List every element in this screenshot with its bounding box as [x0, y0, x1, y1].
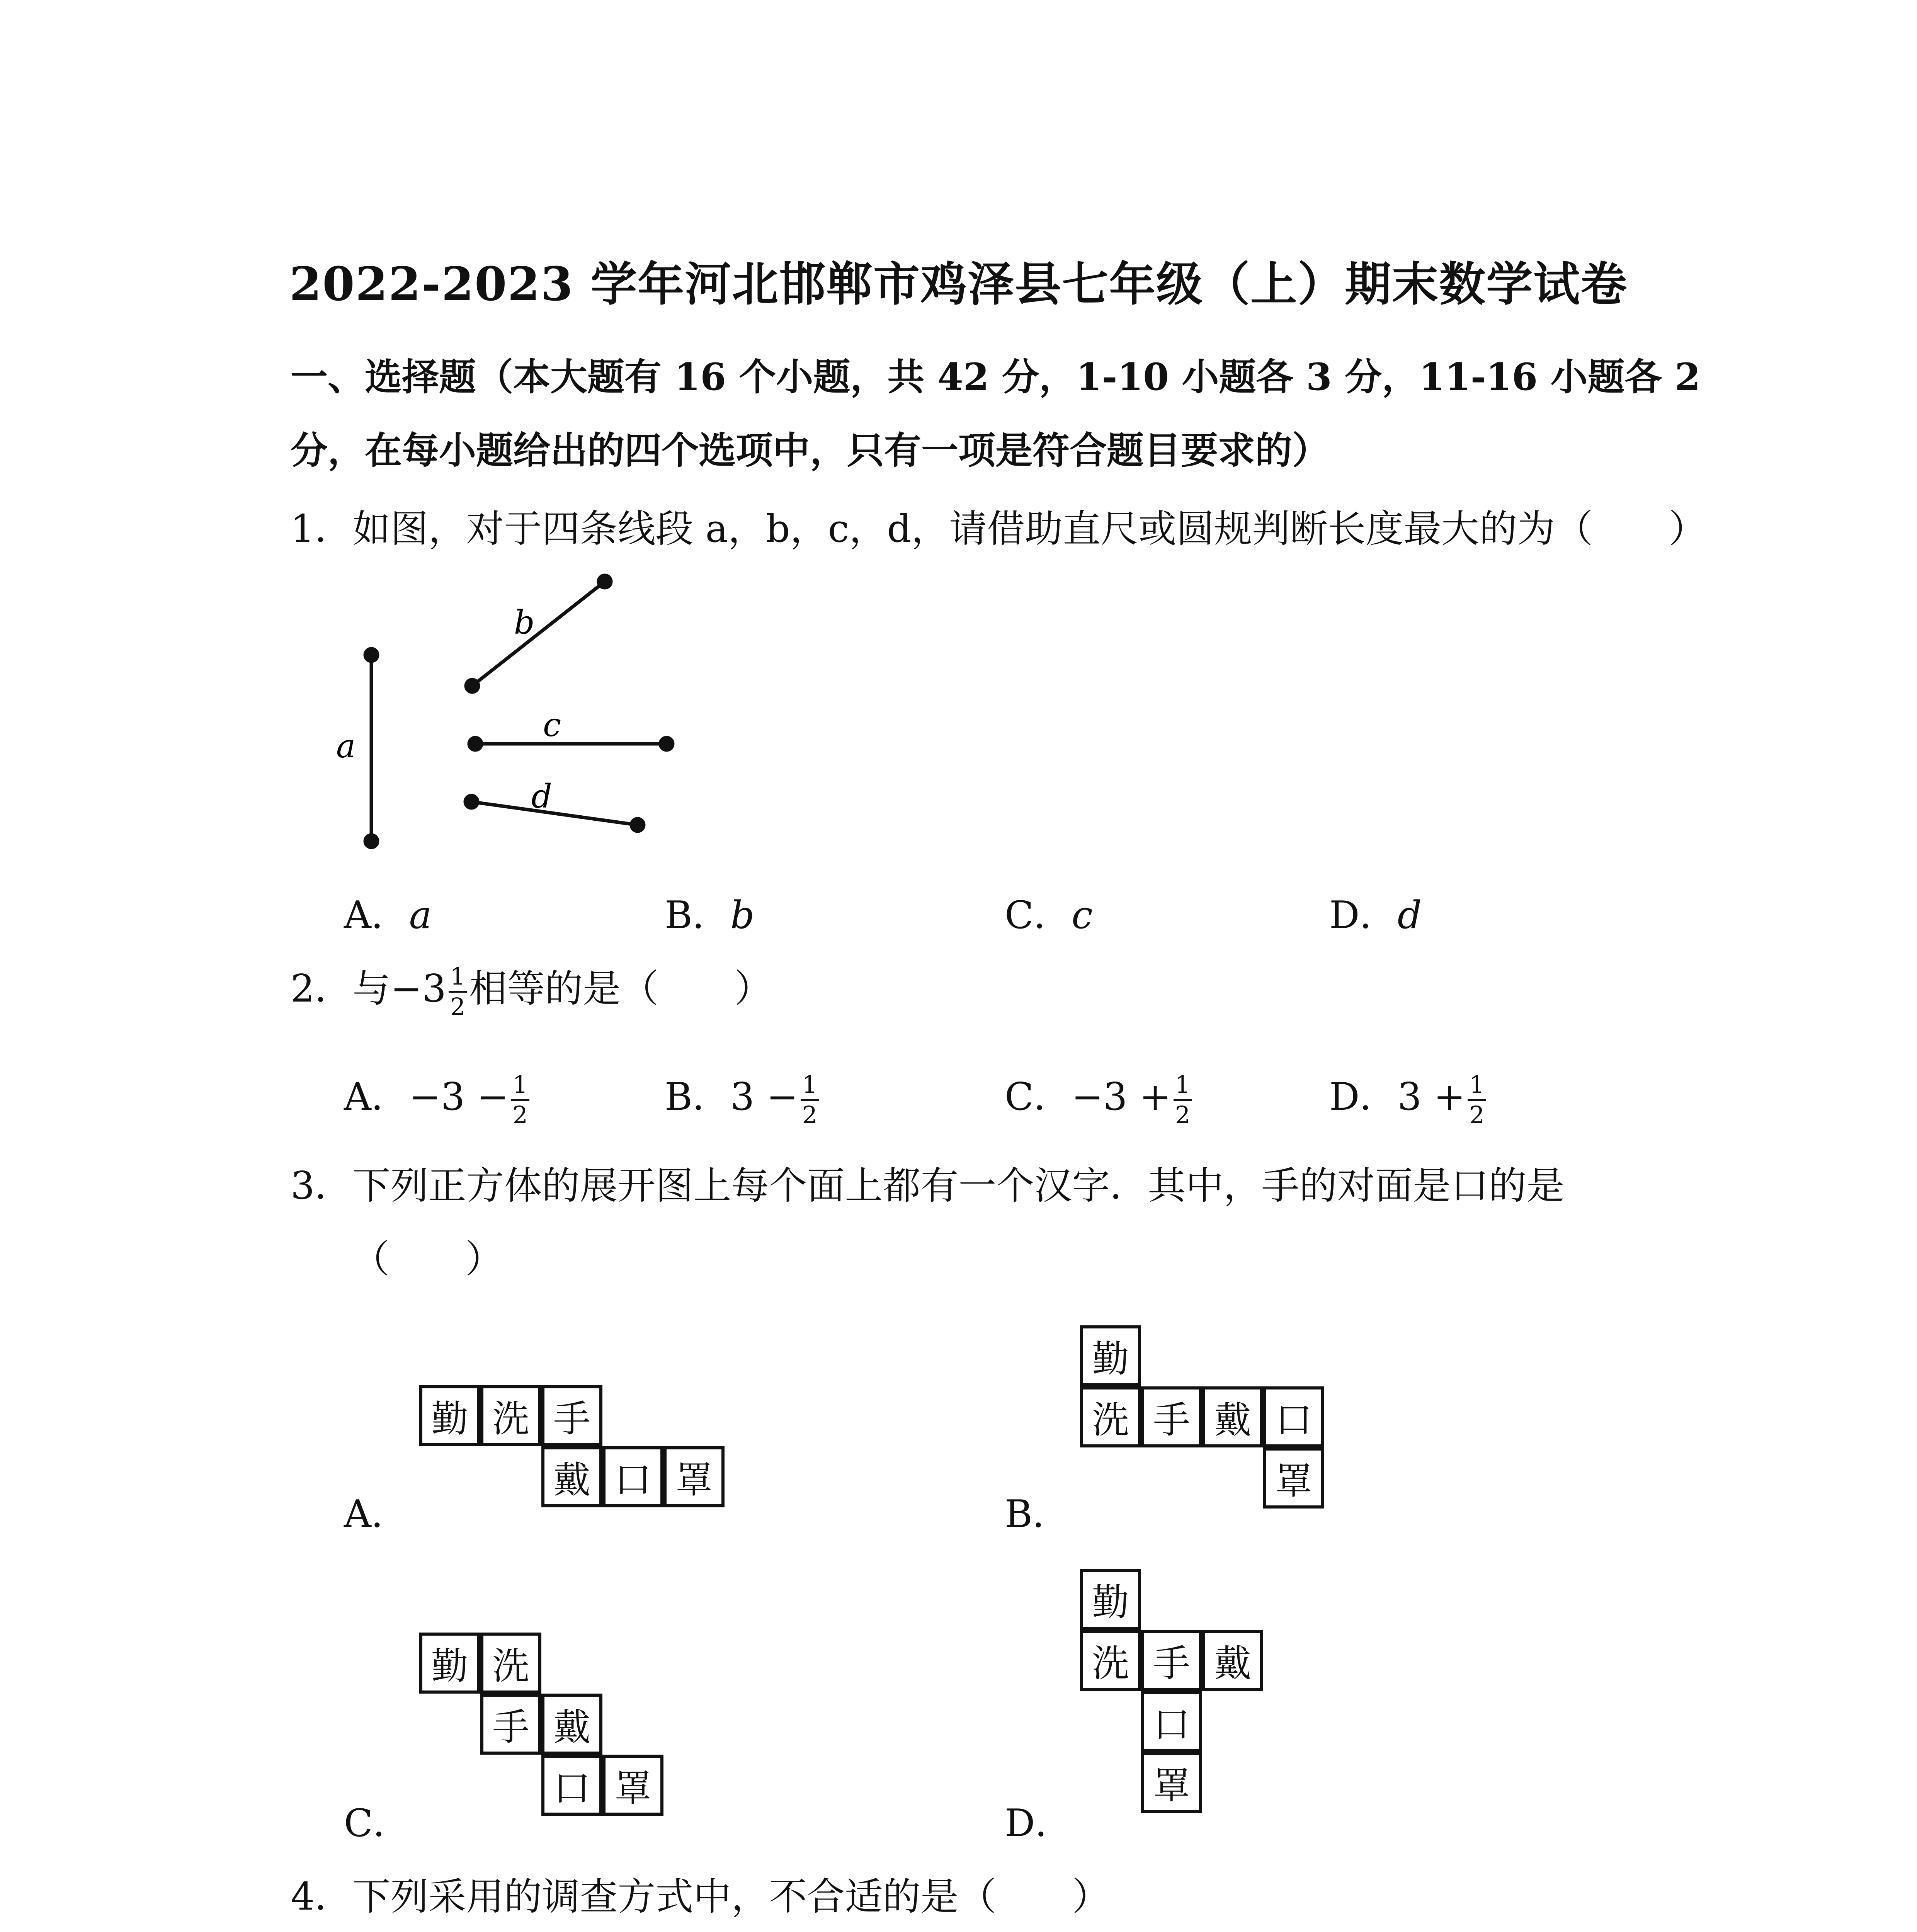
q3-stem-line2: （ ）: [352, 1237, 503, 1281]
net-a-cell: 口: [602, 1446, 663, 1507]
q4-stem: 4．下列采用的调查方式中，不合适的是（ ）: [291, 1875, 1110, 1919]
q2-option-a[interactable]: A．−3 − $\frac{1}{2}$: [344, 1066, 532, 1127]
net-a-cell: 戴: [541, 1446, 602, 1507]
net-c-cell: 口: [541, 1755, 602, 1816]
net-a-cell: 手: [541, 1385, 602, 1446]
label-c: c: [543, 706, 561, 744]
net-c-cell: 罩: [602, 1755, 663, 1816]
q3-stem-line1: 3．下列正方体的展开图上每个面上都有一个汉字．其中，手的对面是口的是: [291, 1164, 1565, 1208]
net-b-cell: 手: [1141, 1386, 1202, 1447]
net-c-cell: 勤: [419, 1633, 480, 1694]
q2-option-b[interactable]: B．3 − $\frac{1}{2}$: [665, 1066, 821, 1127]
q2-fraction: $\frac{1}{2}$: [449, 964, 467, 1019]
label-b: b: [514, 604, 535, 641]
q2-option-c[interactable]: C．−3 + $\frac{1}{2}$: [1005, 1066, 1194, 1127]
net-d-cell: 口: [1141, 1691, 1202, 1752]
q3-option-d-label[interactable]: D．: [1005, 1801, 1073, 1845]
net-d-cell: 手: [1141, 1630, 1202, 1691]
label-d: d: [531, 777, 552, 815]
q1-stem: 1．如图，对于四条线段 a，b，c，d，请借助直尺或圆规判断长度最大的为（ ）: [291, 507, 1707, 551]
segment-b: [466, 575, 611, 692]
q3-option-c-label[interactable]: C．: [344, 1801, 411, 1845]
page-title: 2022-2023 学年河北邯郸市鸡泽县七年级（上）期末数学试卷: [289, 257, 1628, 311]
segment-d: [465, 796, 644, 831]
net-c-cell: 手: [480, 1694, 541, 1755]
q3-option-a-label[interactable]: A．: [344, 1492, 409, 1536]
net-b-cell: 洗: [1080, 1386, 1141, 1447]
net-c-cell: 戴: [541, 1694, 602, 1755]
q1-option-b[interactable]: B．b: [665, 893, 755, 937]
q1-option-c[interactable]: C．c: [1005, 893, 1093, 937]
section-header-line1: 一、选择题（本大题有 16 个小题，共 42 分，1-10 小题各 3 分，11-16 小题各 2: [291, 355, 1701, 399]
q3-option-b-label[interactable]: B．: [1005, 1492, 1071, 1536]
section-header-line2: 分，在每小题给出的四个选项中，只有一项是符合题目要求的）: [291, 429, 1329, 472]
net-d-cell: 洗: [1080, 1630, 1141, 1691]
net-b-cell: 戴: [1202, 1386, 1263, 1447]
net-a-cell: 洗: [480, 1385, 541, 1446]
q1-option-a[interactable]: A．a: [344, 893, 432, 937]
segment-c: [469, 738, 673, 750]
label-a: a: [336, 727, 356, 765]
net-b-cell: 勤: [1080, 1325, 1141, 1386]
q2-stem: 2．与−3 $\frac{1}{2}$ 相等的是（ ）: [291, 962, 772, 1021]
q2-option-d[interactable]: D．3 + $\frac{1}{2}$: [1329, 1066, 1488, 1127]
net-a-cell: 罩: [663, 1446, 725, 1507]
q1-option-d[interactable]: D．d: [1329, 893, 1422, 937]
net-a-cell: 勤: [419, 1385, 480, 1446]
net-b-cell: 口: [1263, 1386, 1324, 1447]
net-d-cell: 戴: [1202, 1630, 1263, 1691]
net-c-cell: 洗: [480, 1633, 541, 1694]
segment-a: [365, 649, 378, 847]
net-d-cell: 勤: [1080, 1569, 1141, 1630]
net-d-cell: 罩: [1141, 1752, 1202, 1813]
net-b-cell: 罩: [1263, 1447, 1324, 1509]
